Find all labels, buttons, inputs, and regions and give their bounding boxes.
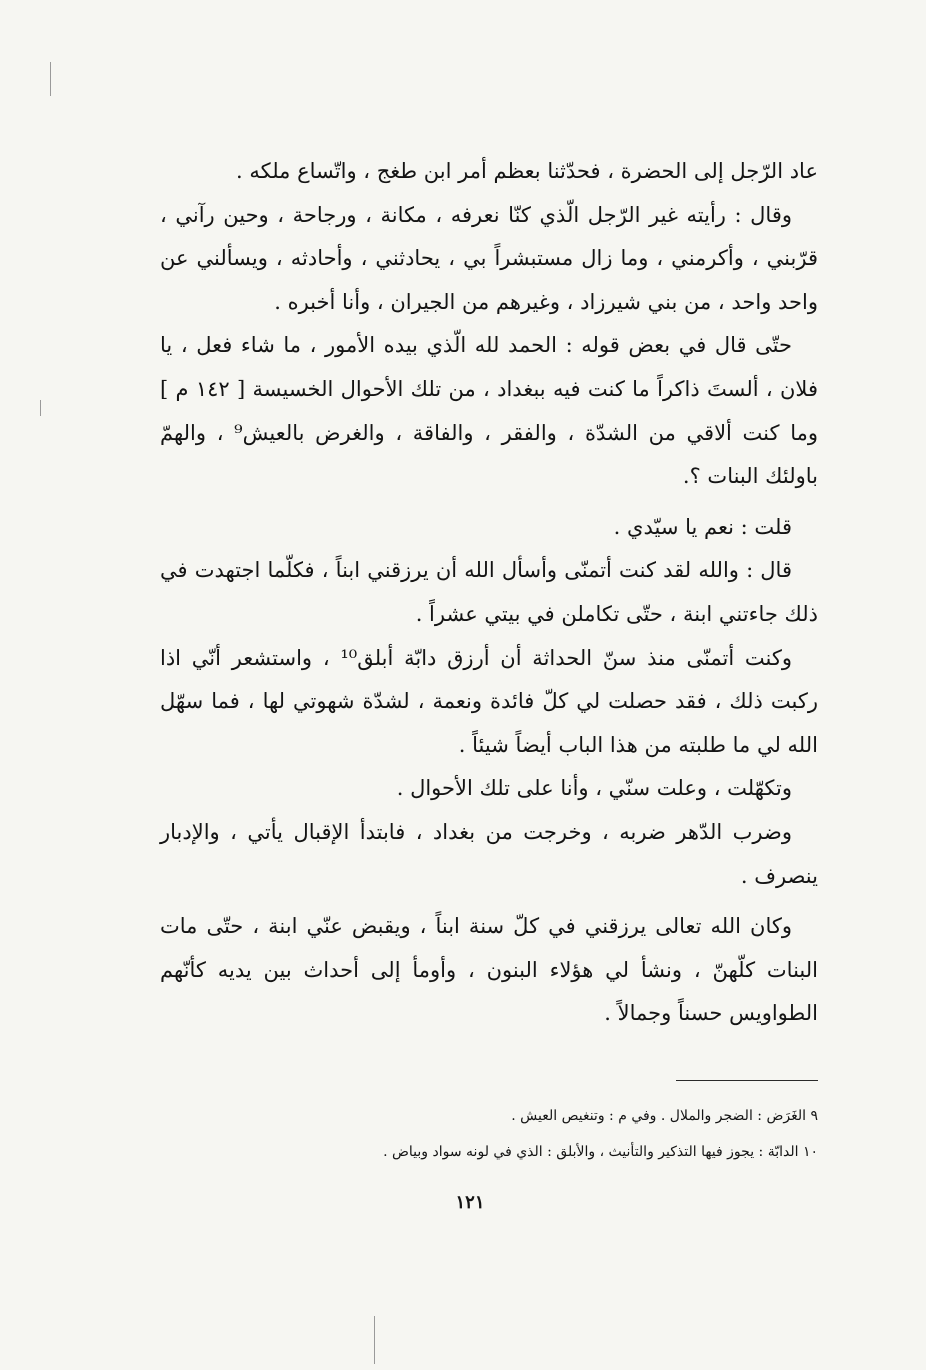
margin-mark-bottom [374,1316,375,1364]
main-text [160,150,818,1036]
footnote-9: ٩ الغَرَض : الضجر والملال . وفي م : وتنغيص العيش . [511,1108,818,1124]
footnote-separator [676,1080,818,1081]
page-number: ١٢١ [455,1192,485,1213]
paragraph-7: وتكهّلت ، وعلت سنّي ، وأنا على تلك الأحوال . [396,776,792,801]
margin-mark-left [40,400,41,416]
paragraph-5: قال : والله لقد كنت أتمنّى وأسأل الله أن يرزقني ابناً ، فكلّما اجتهدت في ذلك جاءتني ابنة ، حتّى تكاملن في بيتي عشراً . [160,558,818,626]
paragraph-8: وضرب الدّهر ضربه ، وخرجت من بغداد ، فابتدأ الإقبال يأتي ، والإدبار ينصرف . [160,819,818,888]
paragraph-9: وكان الله تعالى يرزقني في كلّ سنة ابناً ، ويقبض عنّي ابنة ، حتّى مات البنات كلّهنّ ، ونشأ لي هؤلاء البنون ، وأومأ إلى أحداث بين يديه كأنّهم الطواويس حسناً وجمالاً . [160,914,818,1026]
paragraph-6: وكنت أتمنّى منذ سنّ الحداثة أن أرزق دابّة أبلق¹⁰ ، واستشعر أنّي اذا ركبت ذلك ، فقد حصلت لي كلّ فائدة ونعمة ، لشدّة شهوتي لها ، فما سهّل الله لي ما طلبته من هذا الباب أيضاً شيئاً . [160,645,818,757]
margin-mark-top-left [50,62,51,96]
footnotes [300,1098,818,1170]
paragraph-3: حتّى قال في بعض قوله : الحمد لله الّذي بيده الأمور ، ما شاء فعل ، يا فلان ، ألستَ ذاكراً ما كنت فيه ببغداد ، من تلك الأحوال الخسيسة [ ١٤٢ م ] وما كنت ألاقي من الشدّة ، والفقر ، والفاقة ، والغرض بالعيش⁹ ، والهمّ باولئك البنات ؟. [160,333,819,489]
paragraph-1: عاد الرّجل إلى الحضرة ، فحدّثنا بعظم أمر ابن طغج ، واتّساع ملكه . [236,159,818,183]
paragraph-2: وقال : رأيته غير الرّجل الّذي كنّا نعرفه ، مكانة ، ورجاحة ، وحين رآني ، قرّبني ، وأكرمني ، وما زال مستبشراً بي ، يحادثني ، وأحادثه ، ويسألني عن واحد واحد ، من بني شيرزاد ، وغيرهم من الجيران ، وأنا أخبره . [160,202,818,314]
paragraph-4: قلت : نعم يا سيّدي . [613,514,792,539]
footnote-10: ١٠ الدابّة : يجوز فيها التذكير والتأنيث ، والأبلق : الذي في لونه سواد وبياض . [383,1144,818,1160]
